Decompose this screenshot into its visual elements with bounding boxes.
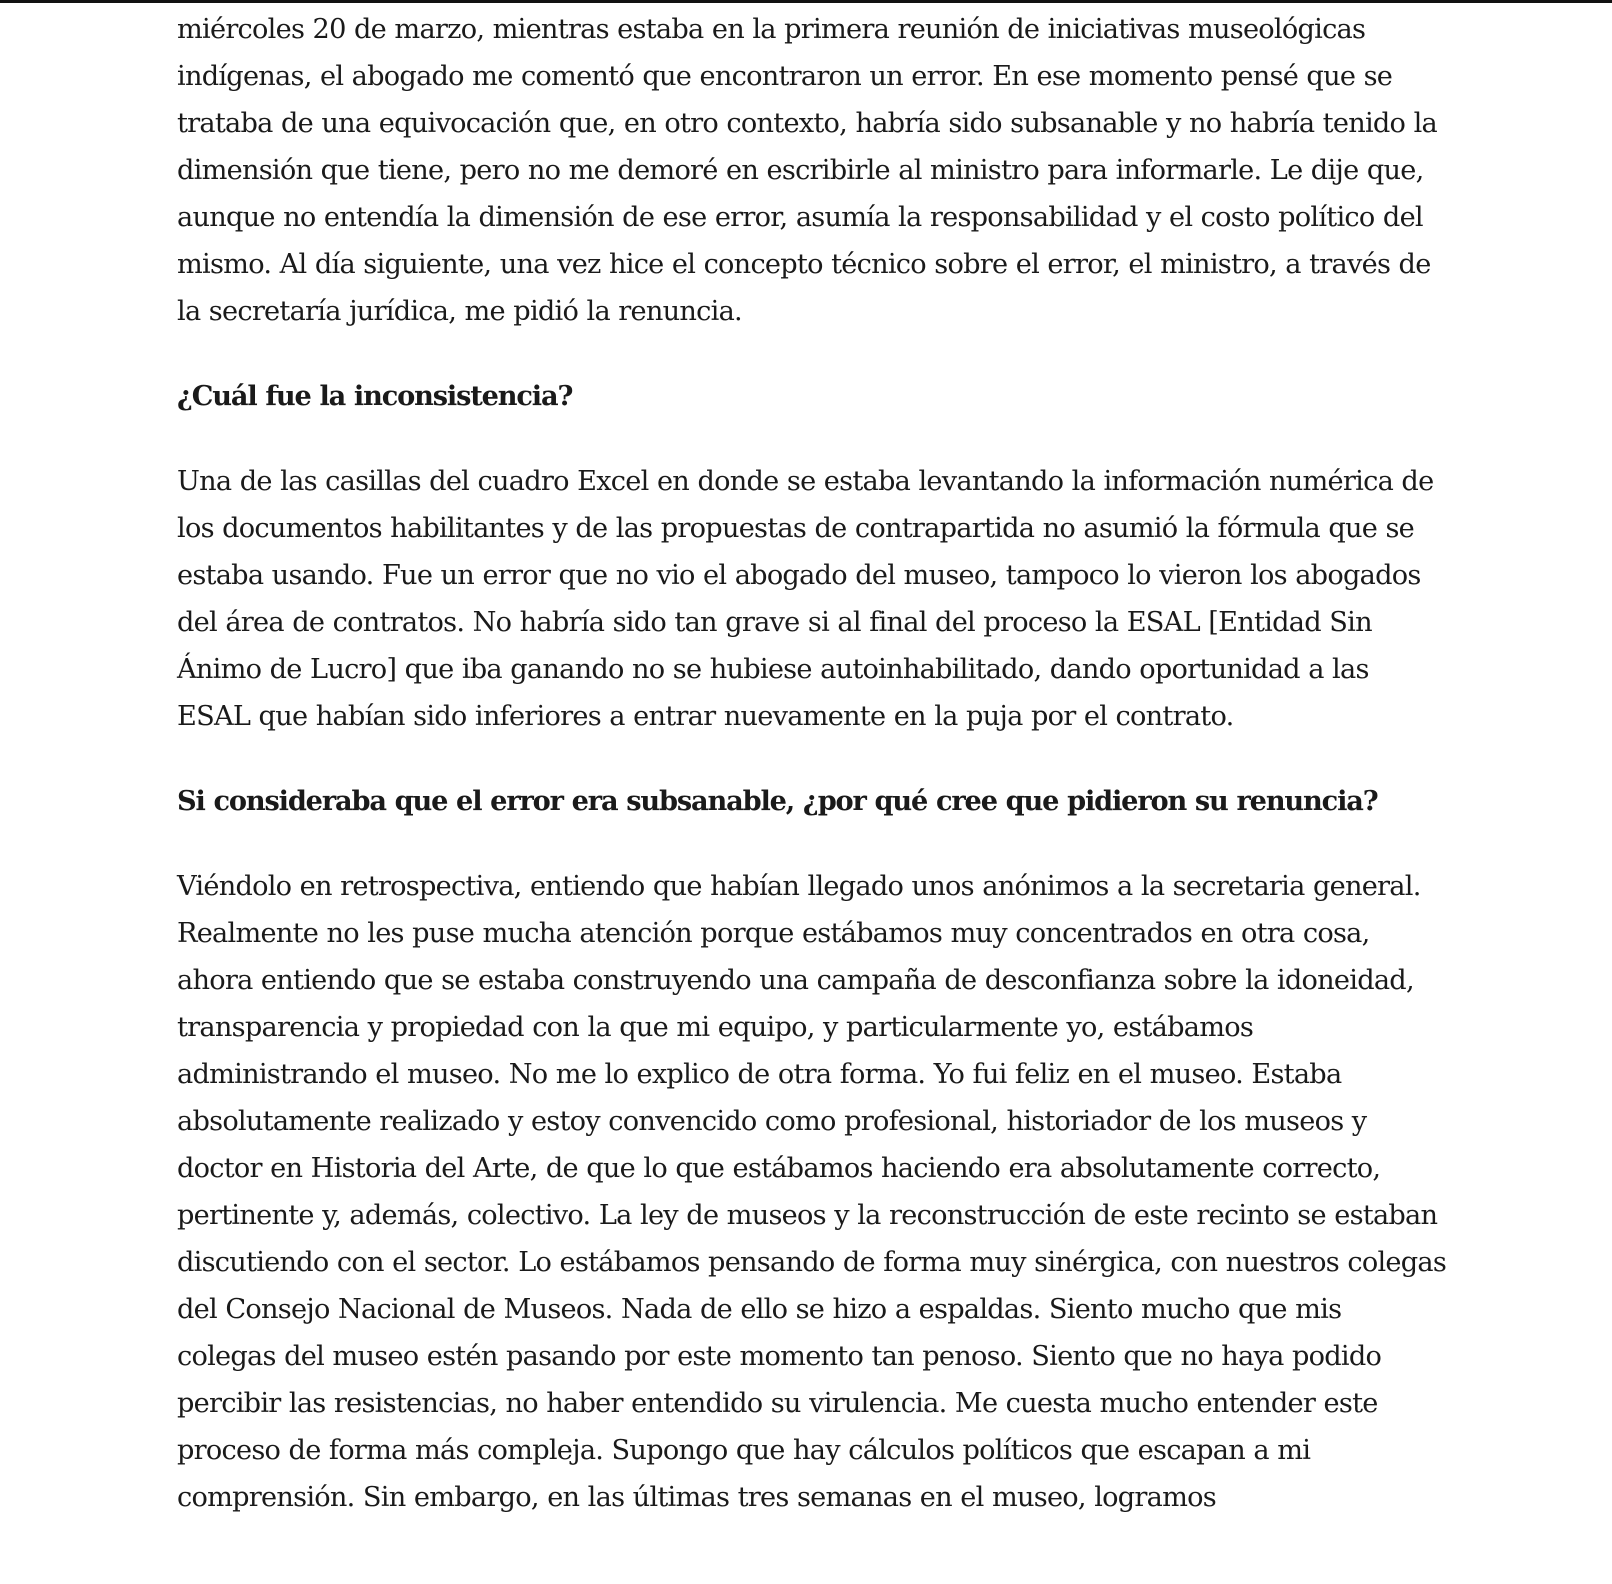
answer-paragraph: miércoles 20 de marzo, mientras estaba en la primera reunión de iniciativas museológicas indígenas, el abogado me comentó que encontraron un error. En ese momento pensé que se trataba de una equivocación que, en otro contexto, habría sido subsanable y no habría tenido la dimensión que tiene, pero no me demoré en escribirle al ministro para informarle. Le dije que, aunque no entendía la dimensión de ese error, asumía la responsabilidad y el costo político del mismo. Al día siguiente, una vez hice el concepto técnico sobre el error, el ministro, a través de la secretaría jurídica, me pidió la renuncia. — [177, 14, 1437, 327]
question-heading: ¿Cuál fue la inconsistencia? — [177, 380, 573, 412]
question-heading: Si consideraba que el error era subsanable, ¿por qué cree que pidieron su renuncia? — [177, 785, 1378, 817]
top-divider — [0, 0, 1612, 3]
article-body — [177, 6, 1447, 1521]
answer-paragraph: Una de las casillas del cuadro Excel en donde se estaba levantando la información numérica de los documentos habilitantes y de las propuestas de contrapartida no asumió la fórmula que se estaba usando. Fue un error que no vio el abogado del museo, tampoco lo vieron los abogados del área de contratos. No habría sido tan grave si al final del proceso la ESAL [Entidad Sin Ánimo de Lucro] que iba ganando no se hubiese autoinhabilitado, dando oportunidad a las ESAL que habían sido inferiores a entrar nuevamente en la puja por el contrato. — [177, 466, 1434, 732]
answer-paragraph: Viéndolo en retrospectiva, entiendo que habían llegado unos anónimos a la secretaria general. Realmente no les puse mucha atención porque estábamos muy concentrados en otra cosa, ahora entiendo que se estaba construyendo una campaña de desconfianza sobre la idoneidad, transparencia y propiedad con la que mi equipo, y particularmente yo, estábamos administrando el museo. No me lo explico de otra forma. Yo fui feliz en el museo. Estaba absolutamente realizado y estoy convencido como profesional, historiador de los museos y doctor en Historia del Arte, de que lo que estábamos haciendo era absolutamente correcto, pertinente y, además, colectivo. La ley de museos y la reconstrucción de este recinto se estaban discutiendo con el sector. Lo estábamos pensando de forma muy sinérgica, con nuestros colegas del Consejo Nacional de Museos. Nada de ello se hizo a espaldas. Siento mucho que mis colegas del museo estén pasando por este momento tan penoso. Siento que no haya podido percibir las resistencias, no haber entendido su virulencia. Me cuesta mucho entender este proceso de forma más compleja. Supongo que hay cálculos políticos que escapan a mi comprensión. Sin embargo, en las últimas tres semanas en el museo, logramos — [177, 871, 1447, 1513]
